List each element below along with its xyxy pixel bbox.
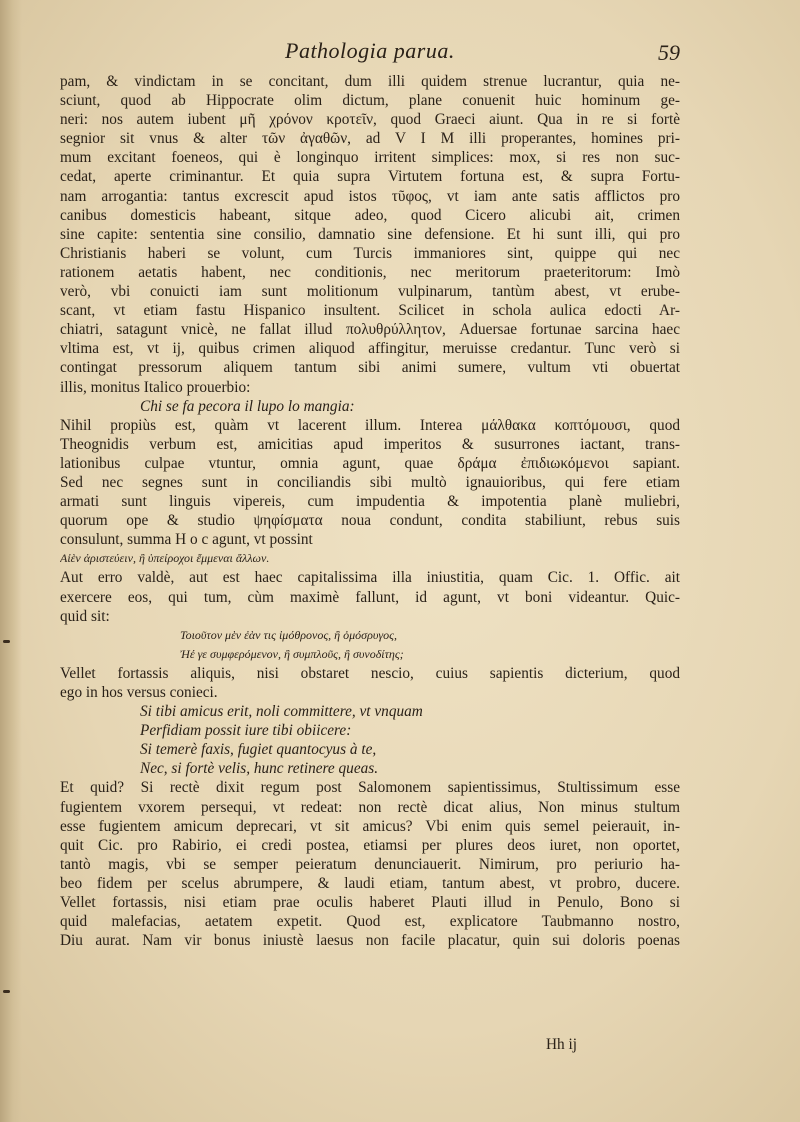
page-gutter (0, 0, 22, 1122)
text-line: mum excitant foeneos, qui è longinquo irritent simplices: mox, si res non suc- (60, 149, 680, 167)
text-line: sciunt, quod ab Hippocrate olim dictum, plane conuenit huic hominum ge- (60, 92, 680, 110)
text-line: lationibus culpae vtuntur, omnia agunt, quae δράμα ἐπιδιωκόμενοι sapiant. (60, 454, 680, 472)
body-text (60, 72, 680, 950)
text-line: Sed nec segnes sunt in conciliandis sibi multò ignauioribus, qui fere etiam (60, 473, 680, 491)
text-line: Ἠέ γε συμφερόμενον, ἢ συμπλοῦς, ἢ συνοδίτης; (180, 646, 404, 661)
text-line: Si temerè faxis, fugiet quantocyus à te, (140, 741, 377, 759)
text-line: Vellet fortassis, nisi etiam prae oculis haberet Plauti illud in Penulo, Bono si (60, 894, 680, 912)
text-line: ego in hos versus conieci. (60, 684, 218, 701)
text-line: quit Cic. pro Rabirio, ei credi postea, etiamsi per plures deos iuret, non oportet, (60, 836, 680, 854)
text-line: quid sit: (60, 607, 110, 625)
text-line: Chi se fa pecora il lupo lo mangia: (140, 397, 355, 415)
text-line: cedat, aperte criminantur. Et quia supra Virtutem fortuna est, & supra Fortu- (60, 168, 680, 186)
text-line: Nec, si fortè velis, hunc retinere queas. (140, 760, 379, 778)
text-line: Vellet fortassis aliquis, nisi obstaret nescio, cuius sapientis dicterium, quod (60, 664, 680, 682)
text-line: illis, monitus Italico prouerbio: (60, 378, 251, 396)
text-line: beo fidem per scelus abrumpere, & laudi etiam, tantum abest, vt probro, ducere. (60, 874, 680, 892)
text-line: vltima est, vt ij, quibus crimen aliquod affingitur, meruisse credantur. Tunc verò si (60, 340, 680, 358)
text-line: scant, vt etiam fastu Hispanico insultent. Scilicet in schola aulica edocti Ar- (60, 302, 680, 320)
text-line: chiatri, satagunt vnicè, ne fallat illud πολυθρύλλητον, Aduersae fortunae sarcina haec (60, 321, 680, 339)
catchword: Hh ij (546, 1036, 578, 1053)
text-line: Si tibi amicus erit, noli committere, vt vnquam (140, 703, 423, 721)
text-line: Christianis haberi se volunt, cum Turcis immaniores sint, quippe qui nec (60, 244, 680, 262)
text-line: tantò magis, vbi se semper peieratum denunciauerit. Nimirum, pro periurio ha- (60, 855, 680, 873)
text-line: fugientem vxorem persequi, vt redeat: non rectè dicat alius, Non minus stultum (60, 798, 680, 816)
page-number: 59 (658, 40, 680, 65)
text-line: Aut erro valdè, aut est haec capitalissima illa iniustitia, quam Cic. 1. Offic. ait (60, 569, 680, 587)
text-line: armati sunt linguis vipereis, cum impudentia & impotentia planè muliebri, (60, 493, 680, 511)
text-line: Et quid? Si rectè dixit regum post Salomonem sapientissimus, Stultissimum esse (60, 779, 680, 797)
margin-mark (3, 990, 10, 993)
text-line: Theognidis verbum est, amicitias apud imperitos & susurrones iactant, trans- (60, 435, 680, 453)
text-line: segnior sit vnus & alter τῶν ἀγαθῶν, ad V I M illi properantes, homines pri- (60, 130, 680, 148)
text-line: pam, & vindictam in se concitant, dum illi quidem strenue lucrantur, quia ne- (60, 73, 680, 90)
text-line: contingat pressorum aliquem tantum sibi animi sumere, vultum vti obuertat (60, 359, 680, 377)
text-line: Nihil propiùs est, quàm vt lacerent illum. Interea μάλθακα κοπτόμουσι, quod (60, 416, 680, 434)
text-line: quid malefacias, aetatem expetit. Quod est, explicatore Taubmanno nostro, (60, 913, 680, 931)
text-line: consulunt, summa H o c agunt, vt possint (60, 531, 313, 549)
text-line: rationem aetatis habent, nec conditionis, nec meritorum praeteritorum: Imò (60, 263, 680, 281)
margin-mark (3, 640, 10, 643)
text-line: Αἰὲν ἀριστεύειν, ἢ ὑπείροχοι ἔμμεναι ἄλλων. (60, 551, 270, 566)
text-line: sine capite: sententia sine consilio, damnatio sine defensione. Et hi sunt illi, qui pro (60, 225, 680, 243)
page-header (60, 38, 680, 68)
text-line: esse fugientem amicum deprecari, vt sit amicus? Vbi enim quis semel peierauit, in- (60, 817, 680, 835)
text-line: quorum ope & studio ψηφίσματα noua condunt, condita stabiliunt, rebus suis (60, 512, 680, 530)
text-line: Τοιοῦτον μὲν ἐὰν τις ἱμόθρονος, ἢ ὁμόσρυγος, (180, 627, 397, 642)
running-head: Pathologia parua. (285, 38, 455, 63)
text-line: Diu aurat. Nam vir bonus iniustè laesus non facile placatur, quin sui doloris poenas (60, 932, 680, 950)
text-line: exercere eos, qui tum, cùm maximè fallunt, id agunt, vt boni videantur. Quic- (60, 588, 680, 606)
text-line: nam arrogantia: tantus excrescit apud istos τῦφος, vt iam ante satis afflictos pro (60, 187, 680, 205)
text-line: neri: nos autem iubent μῆ χρόνον κροτεῖν, quod Graeci aiunt. Qua in re si fortè (60, 111, 680, 129)
text-line: verò, vbi conuicti iam sunt molitionum vulpinarum, tantùm abest, vt erube- (60, 283, 680, 301)
text-line: canibus domesticis habeant, sitque adeo, quod Cicero alicubi ait, crimen (60, 206, 680, 224)
text-line: Perfidiam possit iure tibi obiicere: (140, 722, 352, 740)
